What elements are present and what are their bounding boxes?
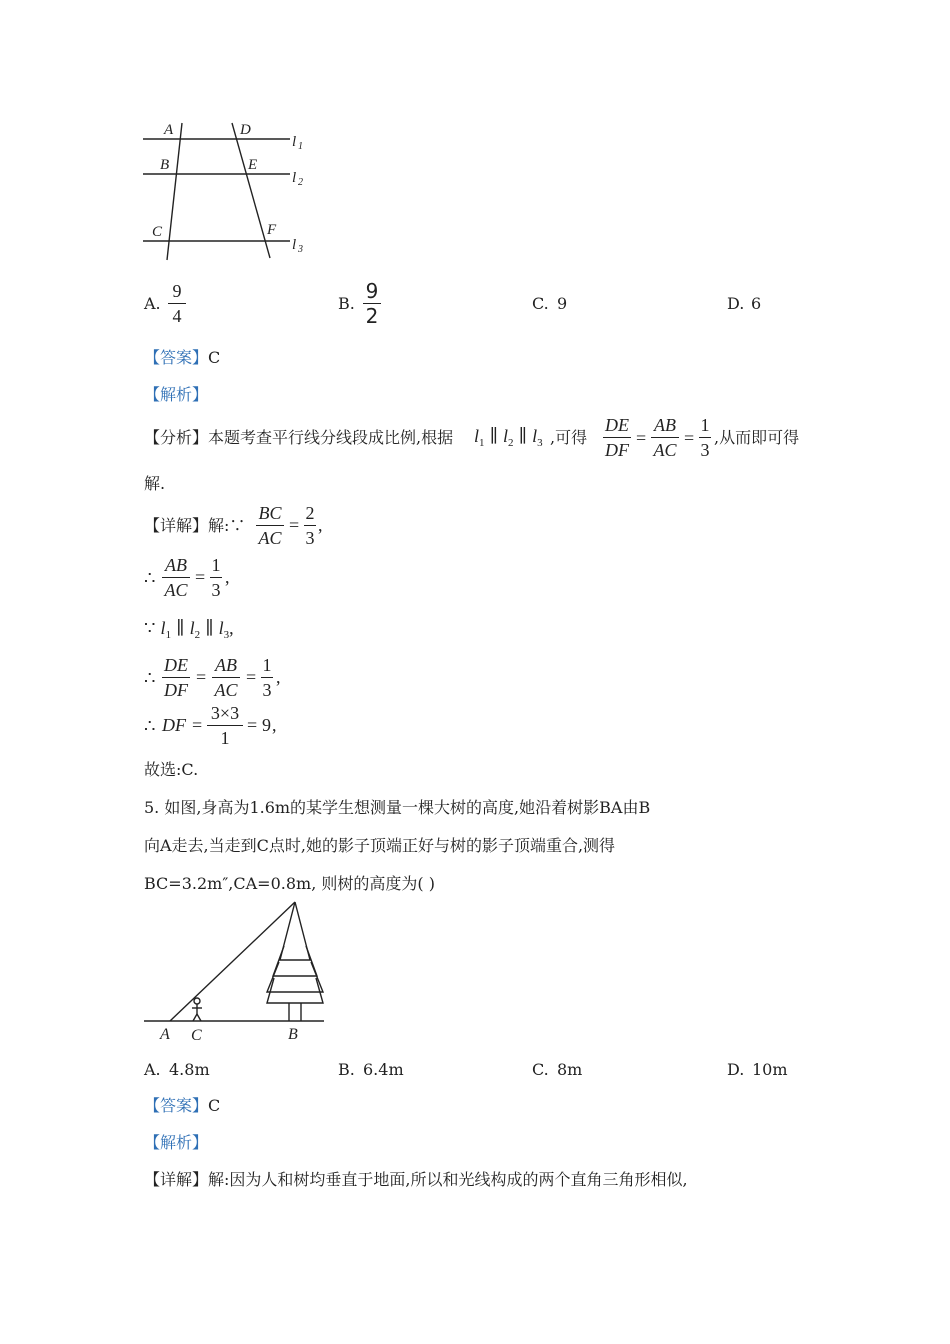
q4-option-a-fraction[interactable] (168, 280, 186, 327)
sub-3: 3 (537, 437, 543, 450)
fraction-bar (261, 677, 273, 678)
l3-symbol: l (532, 426, 538, 446)
numerator: AB (215, 655, 237, 675)
detail-frac-1-3 (210, 554, 222, 601)
q4-answer (144, 348, 220, 368)
label-B: B (160, 157, 170, 173)
fraction-bar (210, 577, 222, 578)
numerator: AB (165, 555, 187, 575)
detail-frac-ab-ac-2 (212, 654, 240, 701)
sub-1: 1 (479, 437, 485, 450)
fraction-bar (603, 437, 631, 438)
equals-sign: = (247, 715, 258, 735)
fraction-bar (304, 525, 316, 526)
because-symbol: ∵ (144, 618, 156, 638)
equals-sign: = (192, 715, 203, 735)
q4-option-a-num: 9 (172, 281, 182, 301)
denominator: 3 (211, 580, 221, 600)
q5-option-c-value: 8m (557, 1060, 583, 1079)
numerator: DE (164, 655, 188, 675)
label-C: C (152, 224, 163, 240)
q5-option-d-letter[interactable]: D. (727, 1060, 745, 1079)
parallel-lines-figure (140, 118, 320, 263)
label-l3: l (292, 237, 297, 253)
fraction-bar (207, 725, 243, 726)
parallel-symbol: ∥ (205, 618, 214, 638)
q4-option-d-value: 6 (751, 294, 762, 313)
label-C: C (191, 1027, 202, 1044)
label-E: E (248, 157, 258, 173)
numerator: 3×3 (210, 703, 240, 723)
sub-3: 3 (223, 629, 230, 642)
numerator: DE (605, 415, 629, 435)
numerator: 1 (211, 555, 221, 575)
numerator: BC (258, 503, 282, 523)
comma: , (272, 715, 277, 735)
q5-option-b-value: 6.4m (363, 1060, 404, 1079)
fraction-bar (651, 437, 679, 438)
sub-1: 1 (165, 629, 172, 642)
equals-sign: = (196, 667, 207, 687)
parallel-symbol: ∥ (489, 426, 498, 446)
fraction-bar (212, 677, 240, 678)
answer-tag: 【答案】 (144, 1096, 209, 1115)
q4-fenxi (144, 428, 453, 448)
q4-conclusion: 故选:C. (144, 760, 199, 779)
sub-2: 2 (194, 629, 201, 642)
fraction-bar (168, 303, 186, 304)
comma: , (318, 515, 323, 535)
q5-option-b-letter[interactable]: B. (338, 1060, 355, 1079)
numerator: 1 (262, 655, 272, 675)
comma: , (276, 667, 281, 687)
denominator: 3 (700, 440, 710, 460)
equals-sign: = (195, 567, 206, 587)
q4-option-a-letter[interactable]: A. (144, 294, 161, 313)
comma: , (229, 618, 234, 638)
fraction-bar (162, 677, 190, 678)
q4-option-c-value: 9 (557, 294, 568, 313)
detail-tag: 【详解】 (144, 516, 209, 535)
equals-sign: = (636, 428, 647, 448)
q5-answer (144, 1096, 220, 1116)
parallel-symbol: ∥ (518, 426, 527, 446)
q4-option-b-letter[interactable]: B. (338, 294, 355, 313)
q5-option-a-letter[interactable]: A. (144, 1060, 161, 1079)
parallel-symbol: ∥ (176, 618, 185, 638)
answer-value: C (208, 1096, 221, 1115)
label-l1: l (292, 134, 297, 150)
q4-option-c-letter[interactable]: C. (532, 294, 549, 313)
denominator: AC (653, 440, 677, 460)
q4-option-a-den: 4 (172, 306, 182, 326)
df-symbol: DF (162, 715, 186, 735)
fenxi-frac-1-3 (699, 414, 711, 461)
equals-sign: = (684, 428, 695, 448)
label-A: A (160, 1026, 170, 1043)
label-F: F (267, 222, 277, 238)
detail-tag: 【详解】 (144, 1170, 209, 1189)
tree-shadow-figure (140, 898, 330, 1048)
label-B: B (288, 1026, 298, 1043)
l1-symbol: l (160, 618, 166, 638)
numerator: AB (654, 415, 676, 435)
detail-frac-bc-ac (256, 502, 284, 549)
q5-option-c-letter[interactable]: C. (532, 1060, 549, 1079)
fenxi-line2: 解. (144, 474, 166, 493)
detail-text: 解:因为人和树均垂直于地面,所以和光线构成的两个直角三角形相似, (208, 1170, 688, 1189)
comma: , (225, 567, 230, 587)
denominator: AC (258, 528, 282, 548)
q5-analysis-tag: 【解析】 (144, 1133, 209, 1152)
q5-option-a-value: 4.8m (169, 1060, 210, 1079)
therefore-symbol: ∴ (144, 716, 156, 736)
fenxi-end: ,从而即可得 (714, 428, 800, 447)
detail-start: 解:∵ (208, 516, 246, 535)
fraction-bar (162, 577, 190, 578)
answer-tag: 【答案】 (144, 348, 209, 367)
df-value: 9 (262, 715, 271, 735)
label-l1-sub: 1 (298, 141, 303, 152)
q4-detail-start (144, 516, 245, 536)
detail-frac-de-df (162, 654, 190, 701)
label-l2-sub: 2 (298, 177, 303, 188)
fraction-bar (699, 437, 711, 438)
therefore-symbol: ∴ (144, 668, 156, 688)
fraction-bar (256, 525, 284, 526)
q5-detail (144, 1170, 688, 1190)
denominator: AC (214, 680, 238, 700)
therefore-symbol: ∴ (144, 568, 156, 588)
label-D: D (240, 122, 251, 138)
q4-option-b-den: 2 (365, 304, 379, 328)
label-A: A (164, 122, 174, 138)
q4-analysis-tag: 【解析】 (144, 385, 209, 404)
denominator: 3 (262, 680, 272, 700)
fenxi-tag: 【分析】 (144, 428, 209, 447)
q5-option-d-value: 10m (752, 1060, 788, 1079)
equals-sign: = (246, 667, 257, 687)
label-l2: l (292, 170, 297, 186)
q4-option-d-letter[interactable]: D. (727, 294, 745, 313)
q4-option-b-fraction[interactable] (363, 280, 381, 327)
numerator: 2 (305, 503, 315, 523)
fenxi-frac-de-df (603, 414, 631, 461)
fenxi-parallel-expression (474, 426, 543, 449)
denominator: 1 (220, 728, 230, 748)
sub-2: 2 (508, 437, 514, 450)
answer-value: C (208, 348, 221, 367)
q5-line3: BC=3.2m″,CA=0.8m, 则树的高度为( ) (144, 874, 435, 893)
denominator: 3 (305, 528, 315, 548)
detail-frac-3x3-1 (207, 702, 243, 749)
l2-symbol: l (189, 618, 195, 638)
detail-frac-1-3-2 (261, 654, 273, 701)
denominator: AC (164, 580, 188, 600)
q5-line2: 向A走去,当走到C点时,她的影子顶端正好与树的影子顶端重合,测得 (144, 836, 616, 855)
detail-frac-2-3 (304, 502, 316, 549)
q5-line1: 5. 如图,身高为1.6m的某学生想测量一棵大树的高度,她沿着树影BA由B (144, 798, 651, 817)
fenxi-text: 本题考查平行线分线段成比例,根据 (208, 428, 454, 447)
label-l3-sub: 3 (298, 244, 303, 255)
q4-option-b-num: 9 (365, 279, 379, 303)
denominator: DF (164, 680, 188, 700)
equals-sign: = (289, 515, 300, 535)
detail-parallel-statement (144, 618, 234, 641)
l3-symbol: l (218, 618, 224, 638)
detail-frac-ab-ac (162, 554, 190, 601)
denominator: DF (605, 440, 629, 460)
fenxi-mid: ,可得 (550, 428, 588, 447)
l1-symbol: l (474, 426, 480, 446)
l2-symbol: l (503, 426, 509, 446)
fenxi-frac-ab-ac (651, 414, 679, 461)
numerator: 1 (700, 415, 710, 435)
